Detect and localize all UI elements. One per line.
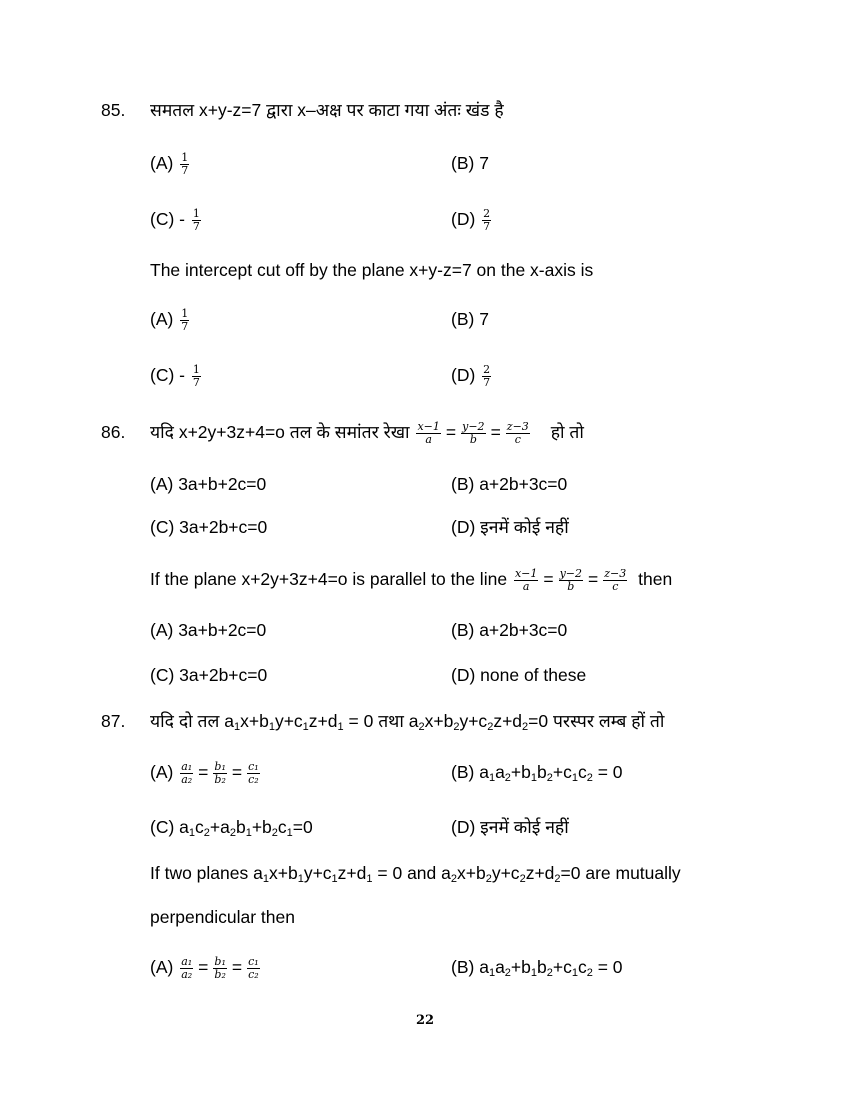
eq-sub: 2 — [522, 721, 529, 733]
eq-sub: 2 — [546, 772, 553, 784]
eq-sub: 1 — [245, 827, 252, 839]
eq-part: a — [495, 762, 505, 782]
eq-part: +a — [209, 817, 230, 837]
equals-sign: = — [231, 957, 243, 978]
eq-sub: 2 — [504, 772, 511, 784]
eq-sub: 1 — [571, 967, 578, 979]
fraction — [416, 421, 440, 446]
option-b: (B) a+2b+3c=0 — [451, 474, 568, 494]
text-segment: यदि दो तल — [150, 711, 220, 731]
eq-part: = 0 — [592, 762, 623, 782]
eq-part: (B) a — [451, 762, 489, 782]
eq-part: =0 — [292, 817, 313, 837]
text-segment: and — [407, 863, 437, 883]
eq-part: y+c — [459, 711, 488, 731]
question-text-english — [150, 862, 681, 884]
plane-equation-1 — [253, 863, 402, 883]
question-text-english-line2: perpendicular then — [150, 907, 295, 927]
eq-part: =0 — [560, 863, 581, 883]
eq-part: +b — [510, 957, 531, 977]
option-a — [150, 761, 262, 786]
denominator: a₂ — [181, 968, 193, 981]
eq-sub: 2 — [453, 721, 460, 733]
fraction — [192, 364, 201, 389]
eq-part: +c — [552, 957, 572, 977]
eq-sub: 1 — [268, 721, 275, 733]
option-label: (D) — [451, 209, 476, 230]
text-segment: यदि x+2y+3z+4=o तल के समांतर रेखा — [150, 422, 410, 443]
eq-part: +b — [510, 762, 531, 782]
option-d: (D) इनमें कोई नहीं — [451, 517, 569, 537]
fraction — [506, 421, 530, 446]
eq-sub: 1 — [530, 772, 537, 784]
option-a — [150, 152, 191, 177]
numerator: 1 — [181, 307, 189, 320]
option-c — [150, 208, 203, 233]
fraction — [247, 761, 260, 786]
eq-sub: 2 — [504, 967, 511, 979]
plane-equation-1 — [224, 711, 373, 731]
fraction — [514, 568, 538, 593]
question-text-english — [150, 568, 672, 593]
option-label: (A) — [150, 762, 174, 783]
numerator: x−1 — [514, 567, 538, 580]
eq-sub: 2 — [586, 772, 593, 784]
text-segment: परस्पर लम्ब हों तो — [552, 711, 665, 731]
numerator: y−2 — [559, 567, 583, 580]
eq-sub: 1 — [571, 772, 578, 784]
denominator: b — [567, 580, 575, 593]
plane-equation-2 — [441, 863, 580, 883]
fraction — [192, 208, 201, 233]
plane-equation-2 — [409, 711, 548, 731]
text-segment: If the plane x+2y+3z+4=o is parallel to the line — [150, 569, 508, 590]
eq-sub: 2 — [554, 873, 561, 885]
equals-sign: = — [445, 422, 457, 443]
numerator: 1 — [192, 363, 200, 376]
eq-part: x+b — [268, 863, 298, 883]
denominator: c — [514, 433, 521, 446]
denominator: a₂ — [181, 773, 193, 786]
option-c — [150, 364, 203, 389]
denominator: a — [425, 433, 432, 446]
eq-sub: 1 — [286, 827, 293, 839]
numerator: c₁ — [248, 955, 259, 968]
eq-sub: 1 — [233, 721, 241, 733]
option-label: (A) — [150, 309, 174, 330]
denominator: c — [612, 580, 619, 593]
eq-part: a — [224, 711, 234, 731]
eq-sub: 1 — [337, 721, 344, 733]
option-label: (D) — [451, 365, 476, 386]
text-segment: हो तो — [550, 422, 584, 443]
eq-part: a — [408, 711, 419, 731]
eq-sub: 2 — [203, 827, 210, 839]
question-text-hindi — [150, 710, 664, 732]
text-segment: then — [638, 569, 673, 590]
eq-part: y+c — [303, 863, 332, 883]
eq-part: =0 — [528, 711, 549, 731]
text-segment: are mutually — [585, 863, 681, 883]
eq-part: z+d — [337, 863, 367, 883]
option-d: (D) इनमें कोई नहीं — [451, 817, 569, 837]
eq-sub: 2 — [546, 967, 553, 979]
numerator: 1 — [192, 207, 200, 220]
eq-sub: 1 — [488, 967, 496, 979]
numerator: z−3 — [506, 420, 529, 433]
option-label: (A) — [150, 957, 174, 978]
option-d — [451, 364, 493, 389]
eq-sub: 1 — [188, 827, 196, 839]
fraction — [482, 364, 491, 389]
eq-part: +c — [552, 762, 572, 782]
option-c: (C) 3a+2b+c=0 — [150, 517, 268, 537]
equals-sign: = — [490, 422, 501, 443]
eq-part: = 0 — [343, 711, 374, 731]
numerator: b₁ — [214, 760, 226, 773]
denominator: 7 — [181, 164, 189, 177]
eq-sub: 1 — [331, 873, 338, 885]
eq-sub: 1 — [297, 873, 304, 885]
fraction — [559, 568, 583, 593]
option-b — [451, 956, 623, 978]
eq-part: a — [441, 863, 451, 883]
eq-part: b — [537, 957, 547, 977]
eq-sub: 2 — [487, 721, 494, 733]
denominator: 7 — [483, 220, 491, 233]
eq-sub: 1 — [488, 772, 496, 784]
eq-sub: 2 — [271, 827, 278, 839]
numerator: 1 — [181, 151, 189, 164]
equals-sign: = — [198, 957, 209, 978]
numerator: 2 — [483, 363, 491, 376]
eq-part: x+b — [240, 711, 269, 731]
numerator: b₁ — [214, 955, 226, 968]
option-label: (A) — [150, 153, 174, 174]
eq-part: b — [537, 762, 547, 782]
fraction — [482, 208, 491, 233]
denominator: b — [469, 433, 477, 446]
eq-sub: 1 — [530, 967, 537, 979]
eq-part: z+d — [525, 863, 555, 883]
denominator: a — [522, 580, 530, 593]
fraction — [247, 956, 260, 981]
option-label: (C) - — [150, 365, 185, 386]
eq-part: a — [495, 957, 505, 977]
eq-part: (B) a — [451, 957, 489, 977]
eq-part: x+b — [457, 863, 486, 883]
numerator: y−2 — [462, 420, 485, 433]
numerator: z−3 — [604, 567, 627, 580]
text-segment: If two planes — [150, 863, 249, 883]
fraction — [180, 761, 193, 786]
option-a: (A) 3a+b+2c=0 — [150, 620, 267, 640]
denominator: 7 — [181, 320, 189, 333]
numerator: a₁ — [181, 955, 193, 968]
eq-part: z+d — [493, 711, 523, 731]
eq-part: y+c — [491, 863, 520, 883]
fraction — [180, 308, 189, 333]
eq-part: (C) a — [150, 817, 189, 837]
fraction — [180, 152, 189, 177]
option-a — [150, 956, 262, 981]
option-a: (A) 3a+b+2c=0 — [150, 474, 267, 494]
equals-sign: = — [543, 569, 554, 590]
eq-part: c — [577, 762, 587, 782]
denominator: 7 — [483, 376, 491, 389]
eq-sub: 1 — [366, 873, 373, 885]
page-number: 22 — [415, 1013, 435, 1028]
eq-part: = 0 — [372, 863, 403, 883]
fraction — [461, 421, 485, 446]
fraction — [603, 568, 627, 593]
denominator: c₂ — [248, 773, 259, 786]
denominator: b₂ — [214, 968, 226, 981]
eq-part: z+d — [308, 711, 338, 731]
option-d: (D) none of these — [451, 665, 587, 685]
equals-sign: = — [198, 762, 209, 783]
option-d — [451, 208, 493, 233]
denominator: 7 — [192, 220, 200, 233]
eq-part: c — [195, 817, 204, 837]
question-number: 86. — [101, 422, 126, 442]
eq-part: c — [577, 957, 587, 977]
option-c: (C) 3a+2b+c=0 — [150, 665, 268, 685]
eq-part: y+c — [274, 711, 303, 731]
eq-part: x+b — [424, 711, 454, 731]
eq-sub: 2 — [418, 721, 425, 733]
question-number: 87. — [101, 711, 126, 731]
question-text-hindi — [150, 421, 584, 446]
eq-sub: 2 — [519, 873, 526, 885]
eq-sub: 2 — [485, 873, 492, 885]
denominator: 7 — [192, 376, 200, 389]
text-segment: तथा — [378, 711, 404, 731]
eq-part: +b — [251, 817, 272, 837]
question-text-hindi: समतल x+y-z=7 द्वारा x–अक्ष पर काटा गया अंतः खंड है — [150, 100, 504, 120]
option-b: (B) 7 — [451, 153, 489, 173]
eq-part: = 0 — [592, 957, 623, 977]
question-number: 85. — [101, 100, 126, 120]
fraction — [180, 956, 193, 981]
eq-sub: 2 — [229, 827, 236, 839]
fraction — [213, 956, 226, 981]
option-a — [150, 308, 191, 333]
option-b: (B) 7 — [451, 309, 489, 329]
eq-sub: 1 — [262, 873, 269, 885]
question-text-english: The intercept cut off by the plane x+y-z=7 on the x-axis is — [150, 260, 594, 280]
numerator: c₁ — [248, 760, 259, 773]
eq-part: a — [253, 863, 263, 883]
option-label: (C) - — [150, 209, 185, 230]
eq-sub: 2 — [450, 873, 457, 885]
denominator: b₂ — [214, 773, 226, 786]
numerator: x−1 — [417, 420, 440, 433]
eq-sub: 2 — [586, 967, 593, 979]
eq-sub: 1 — [302, 721, 309, 733]
eq-part: c — [277, 817, 287, 837]
numerator: a₁ — [181, 760, 193, 773]
numerator: 2 — [483, 207, 491, 220]
fraction — [213, 761, 226, 786]
equals-sign: = — [231, 762, 243, 783]
equals-sign: = — [588, 569, 599, 590]
option-b — [451, 761, 623, 783]
option-c — [150, 816, 313, 838]
denominator: c₂ — [248, 968, 259, 981]
eq-part: b — [235, 817, 246, 837]
option-b: (B) a+2b+3c=0 — [451, 620, 568, 640]
